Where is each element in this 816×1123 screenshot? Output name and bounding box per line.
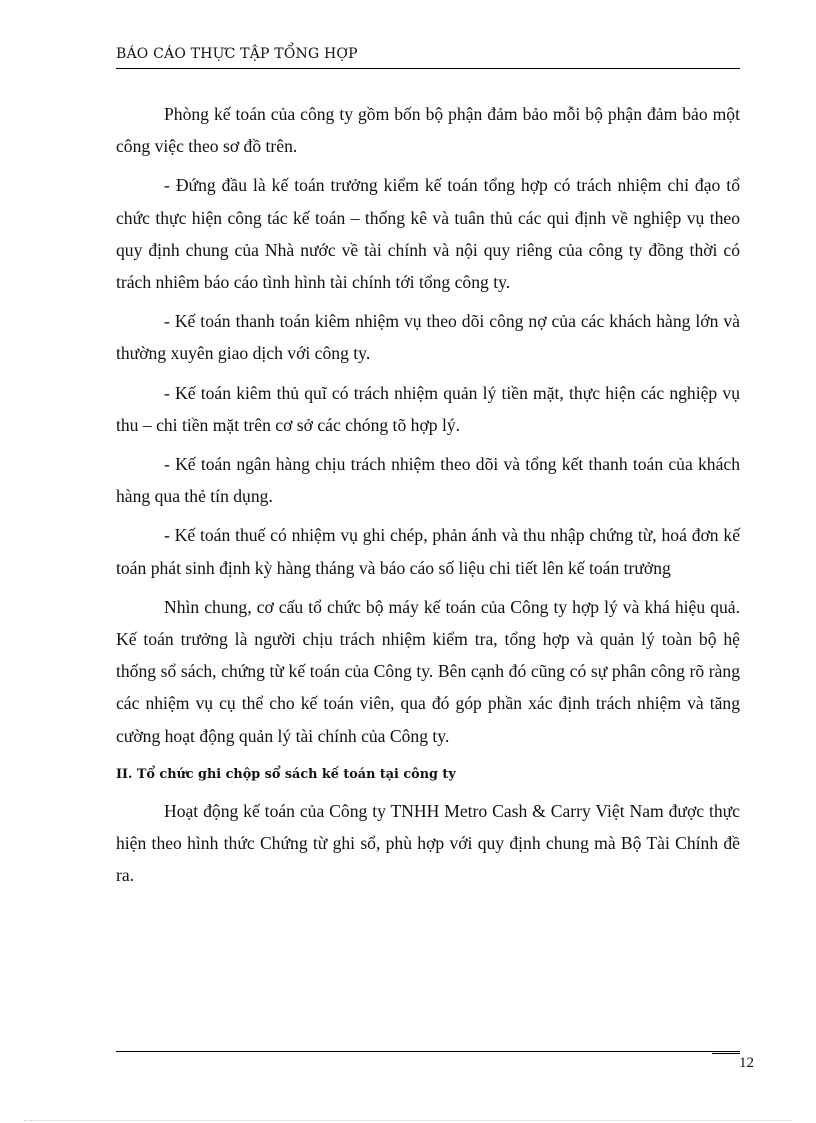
page-number: 12	[739, 1055, 754, 1071]
page-edge-dotted-line	[24, 1120, 792, 1121]
section-heading: II. Tổ chức ghi chộp sổ sách kế toán tại công ty	[116, 766, 456, 782]
footer-page-rule	[712, 1053, 740, 1054]
body-paragraph: - Kế toán thuế có nhiệm vụ ghi chép, phản ánh và thu nhập chứng từ, hoá đơn kế toán phát sinh định kỳ hàng tháng và báo cáo số liệu chi tiết lên kế toán trưởng	[116, 525, 740, 578]
body-paragraph: - Kế toán ngân hàng chịu trách nhiệm theo dõi và tổng kết thanh toán của khách hàng qua thẻ tín dụng.	[116, 454, 740, 507]
body-paragraph: Phòng kế toán của công ty gồm bốn bộ phận đảm bảo mỗi bộ phận đảm bảo một công việc theo sơ đồ trên.	[116, 104, 740, 157]
running-header: BÁO CÁO THỰC TẬP TỔNG HỢP	[116, 46, 358, 62]
page-body	[116, 98, 740, 898]
body-paragraph: Nhìn chung, cơ cấu tổ chức bộ máy kế toán của Công ty hợp lý và khá hiệu quả. Kế toán trưởng là người chịu trách nhiệm kiểm tra, tổng hợp và quản lý toàn bộ hệ thống sổ sách, chứng từ kế toán của Công ty. Bên cạnh đó cũng có sự phân công rõ ràng các nhiệm vụ cụ thể cho kế toán viên, qua đó góp phần xác định trách nhiệm và tăng cường hoạt động quản lý tài chính của Công ty.	[116, 596, 740, 746]
body-paragraph: - Kế toán thanh toán kiêm nhiệm vụ theo dõi công nợ của các khách hàng lớn và thường xuyên giao dịch với công ty.	[116, 311, 740, 364]
body-paragraph: Hoạt động kế toán của Công ty TNHH Metro Cash & Carry Việt Nam được thực hiện theo hình thức Chứng từ ghi sổ, phù hợp với quy định chung mà Bộ Tài Chính đề ra.	[116, 800, 740, 886]
header-rule	[116, 68, 740, 69]
body-paragraph: - Đứng đầu là kế toán trưởng kiểm kế toán tổng hợp có trách nhiệm chỉ đạo tổ chức thực hiện công tác kế toán – thống kê và tuân thủ các qui định về nghiệp vụ theo quy định chung của Nhà nước về tài chính và nội quy riêng của công ty đồng thời có trách nhiêm báo cáo tình hình tài chính tới tổng công ty.	[116, 175, 740, 293]
footer-rule	[116, 1051, 740, 1052]
body-paragraph: - Kế toán kiêm thủ quĩ có trách nhiệm quản lý tiền mặt, thực hiện các nghiệp vụ thu – chi tiền mặt trên cơ sở các chóng tõ hợp lý.	[116, 382, 740, 435]
